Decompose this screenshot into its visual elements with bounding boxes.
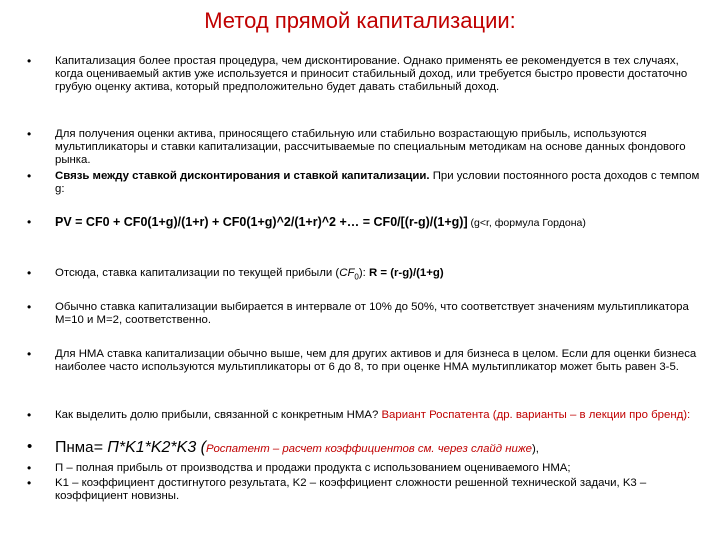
- nma-formula: = П*K1*K2*K3 (: [93, 439, 206, 456]
- rospatent-variant: Вариант Роспатента (др. варианты – в лекции про бренд):: [381, 409, 691, 421]
- pv-formula: PV = CF0 + CF0(1+g)/(1+r) + CF0(1+g)^2/(1+r)^2 +… = CF0/[(r-g)/(1+g)]: [55, 215, 468, 229]
- bullet: •: [27, 300, 32, 314]
- bullet: •: [27, 461, 32, 475]
- bullet: •: [27, 127, 32, 141]
- bullet: •: [27, 347, 32, 361]
- paragraph-profit-definition: П – полная прибыль от производства и продажи продукта с использованием оцениваемого НМА;: [55, 462, 571, 474]
- paragraph-capitalization: Капитализация более простая процедура, чем дисконтирование. Однако применять ее рекомендуется в тех случаях, когда оцениваемый актив уже используется и приносит стабильный доход, или требуется быстро провести достаточно грубую оценку актива, который предположительно будет давать стабильный доход.: [55, 55, 688, 93]
- bullet: •: [27, 408, 32, 422]
- paragraph-gordon-formula: [55, 216, 703, 230]
- paragraph-multipliers: Для получения оценки актива, приносящего стабильную или стабильно возрастающую прибыль, используются мультипликаторы и ставки капитализации, рассчитываемые по специальным методикам на основе данных фондового рынка.: [55, 128, 686, 166]
- rospatent-note: Роспатент – расчет коэффициентов см. через слайд ниже: [206, 443, 532, 455]
- bullet: •: [27, 54, 32, 68]
- bullet: •: [27, 438, 33, 455]
- cap-rate-formula: R = (r-g)/(1+g): [368, 267, 444, 279]
- paragraph-nma-rate: Для НМА ставка капитализации обычно выше, чем для других активов и для бизнеса в целом. Если для оценки бизнеса наиболее часто используются мультипликаторы от 6 до 8, то при оценке НМА мультипликатор может быть равен 3-5.: [55, 348, 697, 373]
- paragraph-coefficients: K1 – коэффициент достигнутого результата, K2 – коэффициент сложности решенной технической задачи, K3 – коэффициент новизны.: [55, 477, 647, 502]
- slide-title: Метод прямой капитализации:: [204, 8, 516, 33]
- paragraph-nma-formula: Пнма= П*K1*K2*K3 (Роспатент – расчет коэффициентов см. через слайд ниже),: [55, 439, 539, 456]
- paragraph-cap-rate: Отсюда, ставка капитализации по текущей прибыли $(CF_0)$: R = (r-g)/(1+g): [55, 267, 444, 282]
- bullet: •: [27, 266, 32, 280]
- relationship-heading: Связь между ставкой дисконтирования и ставкой капитализации.: [55, 170, 430, 182]
- bullet: •: [27, 215, 32, 229]
- gordon-note: (g<r, формула Гордона): [467, 217, 586, 229]
- relationship-text: При условии постоянного роста доходов с темпом g:: [55, 170, 700, 195]
- paragraph-profit-share: Как выделить долю прибыли, связанной с конкретным НМА? Вариант Роспатента (др. варианты – в лекции про бренд):: [55, 409, 691, 421]
- paragraph-interval: Обычно ставка капитализации выбирается в интервале от 10% до 50%, что соответствует значениям мультипликатора M=10 и M=2, соответственно.: [55, 301, 689, 326]
- paragraph-relationship: [55, 170, 703, 196]
- bullet: •: [27, 476, 32, 490]
- bullet: •: [27, 169, 32, 183]
